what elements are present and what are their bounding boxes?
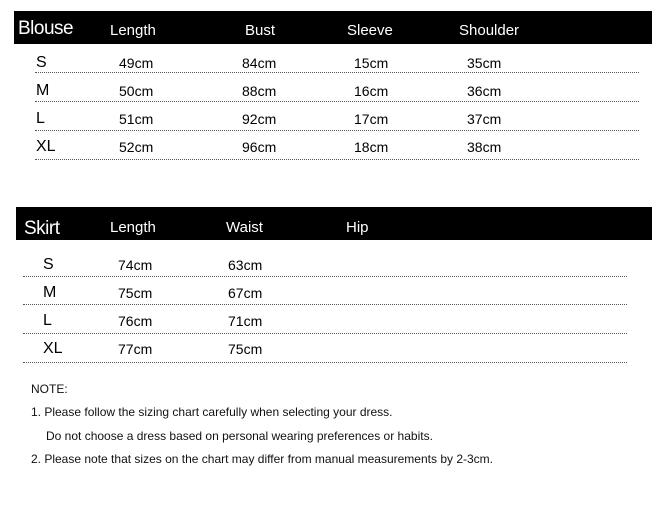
sleeve-value: 15cm [354,55,389,71]
shoulder-value: 37cm [467,111,502,127]
blouse-col-sleeve: Sleeve [347,22,393,39]
length-value: 74cm [118,257,153,273]
size-label: M [36,82,50,99]
note-line-1-continued: Do not choose a dress based on personal wearing preferences or habits. [46,429,433,443]
blouse-title: Blouse [18,18,74,39]
shoulder-value: 35cm [467,55,502,71]
sleeve-value: 18cm [354,139,389,155]
row-divider [23,304,627,305]
note-line-2: 2. Please note that sizes on the chart may differ from manual measurements by 2-3cm. [31,452,493,466]
skirt-col-hip: Hip [346,219,369,236]
size-label: L [36,110,45,127]
notes-heading: NOTE: [31,382,68,396]
skirt-col-length: Length [110,219,156,236]
length-value: 52cm [119,139,154,155]
length-value: 51cm [119,111,154,127]
size-label: S [36,54,47,71]
size-label: S [43,256,54,273]
note-line-1: 1. Please follow the sizing chart carefully when selecting your dress. [31,405,393,419]
size-label: M [43,284,57,301]
bust-value: 96cm [242,139,277,155]
length-value: 75cm [118,285,153,301]
length-value: 50cm [119,83,154,99]
skirt-header-bar [16,207,652,240]
row-divider [23,333,627,334]
length-value: 77cm [118,341,153,357]
skirt-title: Skirt [24,218,60,239]
shoulder-value: 36cm [467,83,502,99]
length-value: 76cm [118,313,153,329]
blouse-header-bar [14,11,652,44]
row-divider [35,72,639,73]
size-label: XL [36,138,56,155]
bust-value: 84cm [242,55,277,71]
bust-value: 88cm [242,83,277,99]
waist-value: 67cm [228,285,263,301]
blouse-col-shoulder: Shoulder [459,22,520,39]
row-divider [23,276,627,277]
waist-value: 75cm [228,341,263,357]
sleeve-value: 17cm [354,111,389,127]
sleeve-value: 16cm [354,83,389,99]
length-value: 49cm [119,55,154,71]
blouse-col-bust: Bust [245,22,276,39]
row-divider [35,130,639,131]
waist-value: 71cm [228,313,263,329]
skirt-col-waist: Waist [226,219,263,236]
bust-value: 92cm [242,111,277,127]
row-divider [35,159,639,160]
size-label: XL [43,340,63,357]
shoulder-value: 38cm [467,139,502,155]
waist-value: 63cm [228,257,263,273]
row-divider [35,101,639,102]
blouse-col-length: Length [110,22,156,39]
size-label: L [43,312,52,329]
row-divider [23,362,627,363]
